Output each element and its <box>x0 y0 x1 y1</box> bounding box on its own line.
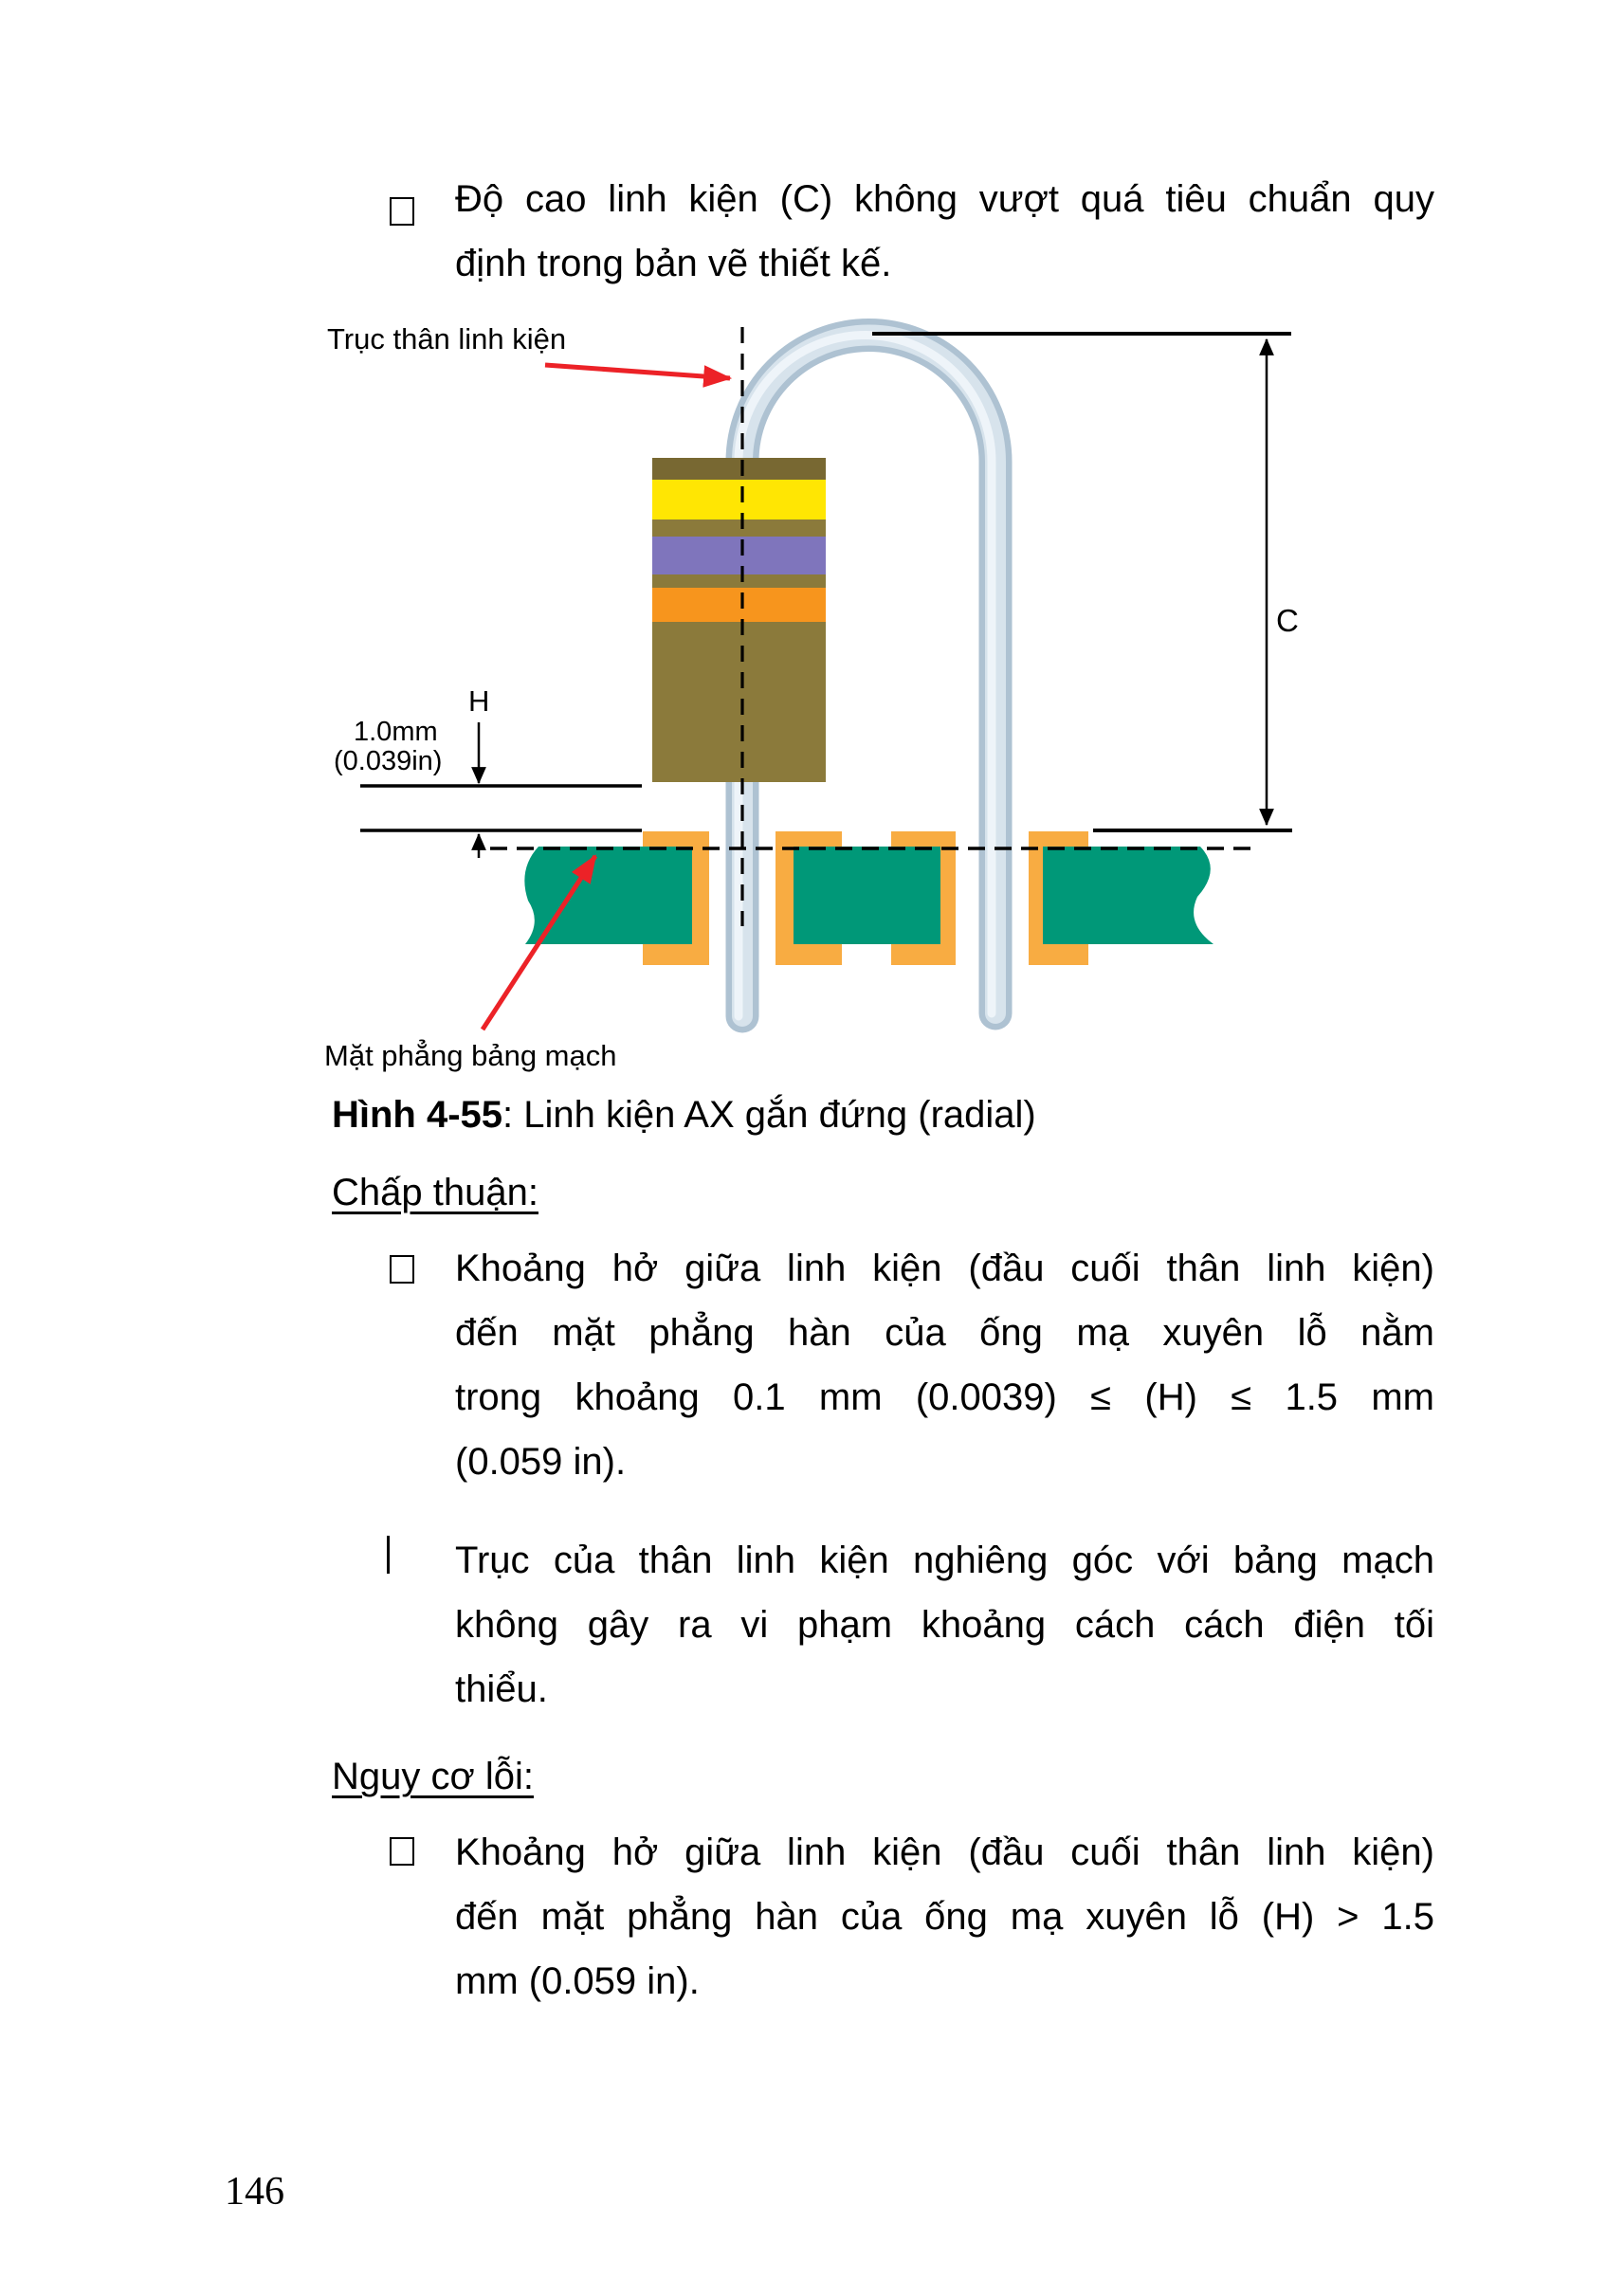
axis-label: Trục thân linh kiện <box>327 322 567 355</box>
intro-paragraph <box>455 167 1434 296</box>
bullet-line: thiểu. <box>455 1668 548 1710</box>
page-number: 146 <box>225 2170 284 2214</box>
pcb-board <box>524 847 1213 944</box>
dimension-c <box>872 334 1292 830</box>
bullet-line: Khoảng hở giữa linh kiện (đầu cuối thân linh kiện) <box>455 1831 1434 1873</box>
pcb-right <box>1043 847 1213 944</box>
h-label: H <box>468 684 490 718</box>
figure-diagram <box>313 303 1337 1081</box>
offset-mm-label: 1.0mm <box>354 717 438 747</box>
body-top <box>652 458 826 480</box>
c-label: C <box>1276 603 1299 638</box>
bullet-line: đến mặt phẳng hàn của ống mạ xuyên lỗ (H) > 1.5 <box>455 1896 1434 1938</box>
section-heading-accept: Chấp thuận: <box>332 1172 538 1213</box>
intro-line: Độ cao linh kiện (C) không vượt quá tiêu chuẩn quy <box>455 178 1434 220</box>
risk-bullet-1 <box>455 1820 1434 2014</box>
bullet-line: Trục của thân linh kiện nghiêng góc với bảng mạch <box>455 1540 1434 1581</box>
offset-in-label: (0.039in) <box>334 746 443 776</box>
pcb-middle <box>794 847 940 944</box>
bullet-line: Khoảng hở giữa linh kiện (đầu cuối thân linh kiện) <box>455 1248 1434 1289</box>
board-plane-label: Mặt phẳng bảng mạch <box>324 1039 617 1072</box>
bullet-square-icon <box>390 197 414 226</box>
bullet-square-icon <box>390 1837 414 1866</box>
bullet-line: (0.059 in). <box>455 1441 627 1483</box>
bullet-line: đến mặt phẳng hàn của ống mạ xuyên lỗ nằm <box>455 1312 1434 1354</box>
component-body <box>652 458 826 782</box>
band-purple <box>652 537 826 574</box>
intro-line: định trong bản vẽ thiết kế. <box>455 243 892 284</box>
bullet-square-icon <box>390 1255 414 1284</box>
bullet-bar-icon <box>387 1536 390 1574</box>
accept-bullet-2 <box>455 1528 1434 1722</box>
band-orange <box>652 588 826 622</box>
band-yellow <box>652 480 826 519</box>
figure-caption-text: : Linh kiện AX gắn đứng (radial) <box>502 1094 1036 1136</box>
bullet-line: mm (0.059 in). <box>455 1960 700 2002</box>
axis-callout-arrow <box>545 365 730 378</box>
figure-caption <box>332 1090 1036 1155</box>
section-heading-risk: Nguy cơ lỗi: <box>332 1756 534 1797</box>
bullet-line: trong khoảng 0.1 mm (0.0039) ≤ (H) ≤ 1.5 mm <box>455 1376 1434 1418</box>
accept-bullet-1 <box>455 1236 1434 1494</box>
figure-caption-number: Hình 4-55 <box>332 1094 503 1136</box>
bullet-line: không gây ra vi phạm khoảng cách cách điện tối <box>455 1604 1434 1646</box>
